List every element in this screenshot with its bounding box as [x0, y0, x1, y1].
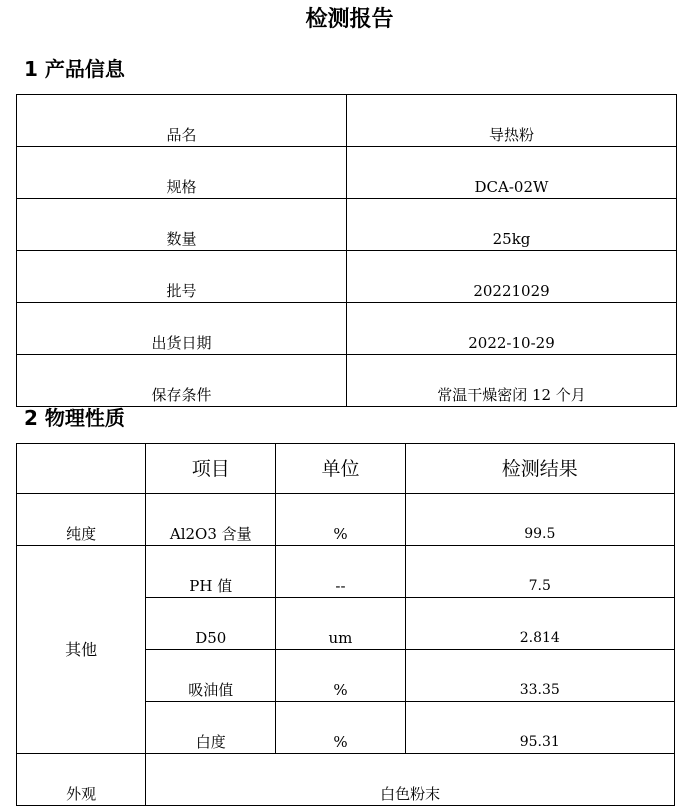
oil-absorption-unit: % — [276, 650, 405, 702]
spec-label: 规格 — [17, 147, 347, 199]
ph-unit: -- — [276, 546, 405, 598]
header-empty-cell — [17, 444, 146, 494]
header-result: 检测结果 — [405, 444, 674, 494]
header-unit: 单位 — [276, 444, 405, 494]
purity-unit: % — [276, 494, 405, 546]
appearance-value: 白色粉末 — [146, 754, 675, 806]
purity-group-label: 纯度 — [17, 494, 146, 546]
product-name-value: 导热粉 — [347, 95, 677, 147]
ship-date-value: 2022-10-29 — [347, 303, 677, 355]
quantity-label: 数量 — [17, 199, 347, 251]
header-item: 项目 — [146, 444, 276, 494]
d50-result: 2.814 — [405, 598, 674, 650]
table-row — [17, 199, 677, 251]
ship-date-label: 出货日期 — [17, 303, 347, 355]
purity-result: 99.5 — [405, 494, 674, 546]
other-group-label: 其他 — [17, 546, 146, 754]
ph-result: 7.5 — [405, 546, 674, 598]
batch-label: 批号 — [17, 251, 347, 303]
table-row — [17, 251, 677, 303]
oil-absorption-item: 吸油值 — [146, 650, 276, 702]
report-title: 检测报告 — [305, 7, 394, 32]
table-row — [17, 147, 677, 199]
batch-value: 20221029 — [347, 251, 677, 303]
table-row — [17, 355, 677, 407]
table-row — [17, 303, 677, 355]
purity-item: Al2O3 含量 — [146, 494, 276, 546]
product-info-table — [16, 94, 677, 407]
table-row — [17, 494, 675, 546]
whiteness-item: 白度 — [146, 702, 276, 754]
d50-unit: um — [276, 598, 405, 650]
storage-label: 保存条件 — [17, 355, 347, 407]
spec-value: DCA-02W — [347, 147, 677, 199]
table-header-row — [17, 444, 675, 494]
table-row — [17, 546, 675, 598]
storage-value: 常温干燥密闭 12 个月 — [347, 355, 677, 407]
oil-absorption-result: 33.35 — [405, 650, 674, 702]
ph-item: PH 值 — [146, 546, 276, 598]
d50-item: D50 — [146, 598, 276, 650]
section-heading-product-info: 1 产品信息 — [24, 57, 125, 81]
whiteness-result: 95.31 — [405, 702, 674, 754]
product-name-label: 品名 — [17, 95, 347, 147]
appearance-label: 外观 — [17, 754, 146, 806]
quantity-value: 25kg — [347, 199, 677, 251]
section-heading-physical-properties: 2 物理性质 — [24, 406, 125, 430]
physical-properties-table — [16, 443, 675, 806]
table-row — [17, 754, 675, 806]
whiteness-unit: % — [276, 702, 405, 754]
table-row — [17, 95, 677, 147]
